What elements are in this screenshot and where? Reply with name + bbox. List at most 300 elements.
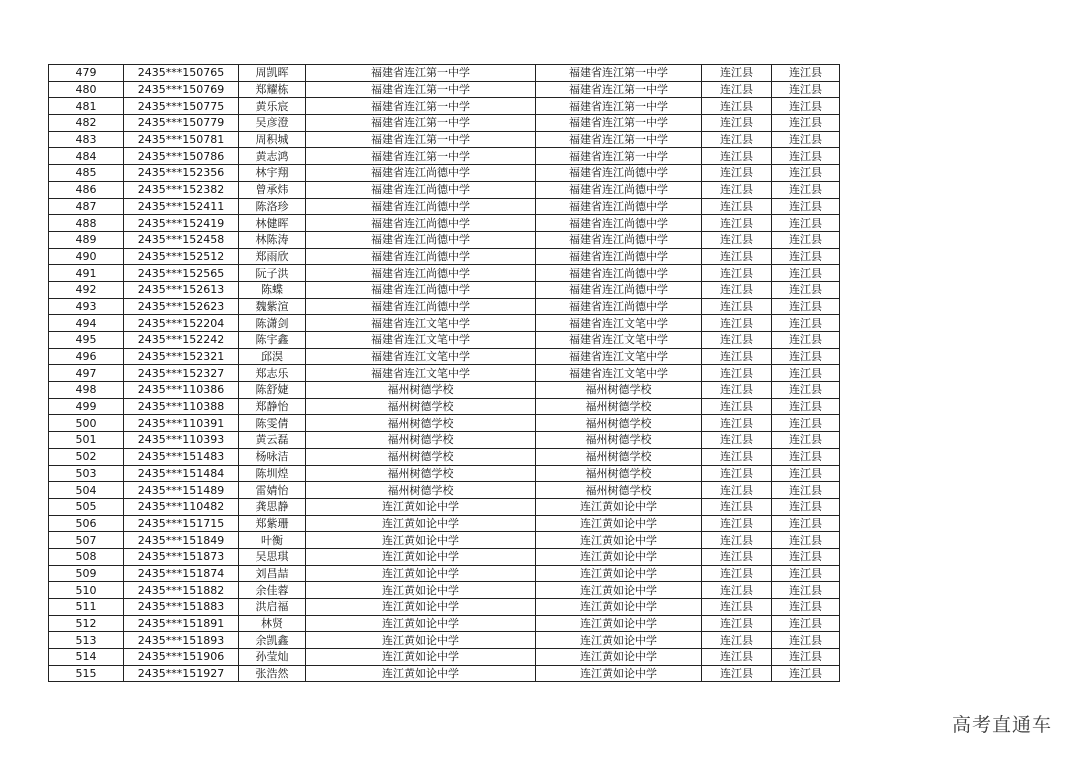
school-cell: 连江黄如论中学 bbox=[536, 632, 702, 649]
school-cell: 连江黄如论中学 bbox=[306, 665, 536, 682]
county-cell: 连江县 bbox=[772, 315, 840, 332]
student-name-cell: 杨咏洁 bbox=[239, 448, 306, 465]
school-cell: 福州树德学校 bbox=[536, 432, 702, 449]
table-row bbox=[49, 332, 840, 349]
row-number-cell: 494 bbox=[49, 315, 124, 332]
school-cell: 福建省连江尚德中学 bbox=[536, 215, 702, 232]
table-row bbox=[49, 298, 840, 315]
school-cell: 连江黄如论中学 bbox=[536, 582, 702, 599]
county-cell: 连江县 bbox=[702, 315, 772, 332]
exam-id-cell: 2435***151891 bbox=[124, 615, 239, 632]
table-row bbox=[49, 81, 840, 98]
student-name-cell: 黄志鸿 bbox=[239, 148, 306, 165]
county-cell: 连江县 bbox=[772, 565, 840, 582]
table-row bbox=[49, 482, 840, 499]
exam-id-cell: 2435***152623 bbox=[124, 298, 239, 315]
exam-id-cell: 2435***151489 bbox=[124, 482, 239, 499]
row-number-cell: 506 bbox=[49, 515, 124, 532]
county-cell: 连江县 bbox=[772, 432, 840, 449]
school-cell: 连江黄如论中学 bbox=[536, 615, 702, 632]
student-name-cell: 郑雨欣 bbox=[239, 248, 306, 265]
county-cell: 连江县 bbox=[702, 248, 772, 265]
county-cell: 连江县 bbox=[772, 382, 840, 399]
county-cell: 连江县 bbox=[772, 215, 840, 232]
county-cell: 连江县 bbox=[772, 65, 840, 82]
table-row bbox=[49, 215, 840, 232]
student-name-cell: 陈潇剑 bbox=[239, 315, 306, 332]
row-number-cell: 505 bbox=[49, 498, 124, 515]
student-name-cell: 叶衡 bbox=[239, 532, 306, 549]
row-number-cell: 502 bbox=[49, 448, 124, 465]
county-cell: 连江县 bbox=[772, 649, 840, 666]
table-row bbox=[49, 315, 840, 332]
exam-id-cell: 2435***151873 bbox=[124, 548, 239, 565]
exam-id-cell: 2435***151893 bbox=[124, 632, 239, 649]
county-cell: 连江县 bbox=[772, 332, 840, 349]
county-cell: 连江县 bbox=[702, 65, 772, 82]
student-name-cell: 余佳蓉 bbox=[239, 582, 306, 599]
county-cell: 连江县 bbox=[702, 165, 772, 182]
row-number-cell: 501 bbox=[49, 432, 124, 449]
exam-id-cell: 2435***110391 bbox=[124, 415, 239, 432]
table-row bbox=[49, 115, 840, 132]
county-cell: 连江县 bbox=[702, 498, 772, 515]
table-row bbox=[49, 632, 840, 649]
table-row bbox=[49, 649, 840, 666]
exam-id-cell: 2435***151883 bbox=[124, 599, 239, 616]
school-cell: 福建省连江第一中学 bbox=[536, 98, 702, 115]
exam-id-cell: 2435***152382 bbox=[124, 181, 239, 198]
school-cell: 福建省连江第一中学 bbox=[306, 65, 536, 82]
student-name-cell: 林贤 bbox=[239, 615, 306, 632]
row-number-cell: 479 bbox=[49, 65, 124, 82]
school-cell: 福建省连江第一中学 bbox=[536, 81, 702, 98]
county-cell: 连江县 bbox=[702, 548, 772, 565]
exam-id-cell: 2435***151882 bbox=[124, 582, 239, 599]
student-name-cell: 黄乐宸 bbox=[239, 98, 306, 115]
school-cell: 福建省连江第一中学 bbox=[536, 65, 702, 82]
school-cell: 连江黄如论中学 bbox=[306, 582, 536, 599]
exam-id-cell: 2435***152458 bbox=[124, 231, 239, 248]
county-cell: 连江县 bbox=[772, 231, 840, 248]
roster-table bbox=[48, 64, 840, 682]
table-row bbox=[49, 515, 840, 532]
row-number-cell: 503 bbox=[49, 465, 124, 482]
school-cell: 福建省连江第一中学 bbox=[306, 148, 536, 165]
school-cell: 福州树德学校 bbox=[306, 482, 536, 499]
school-cell: 福建省连江文笔中学 bbox=[536, 315, 702, 332]
exam-id-cell: 2435***152411 bbox=[124, 198, 239, 215]
county-cell: 连江县 bbox=[772, 365, 840, 382]
table-row bbox=[49, 398, 840, 415]
school-cell: 福建省连江尚德中学 bbox=[536, 198, 702, 215]
student-name-cell: 周凯晖 bbox=[239, 65, 306, 82]
county-cell: 连江县 bbox=[772, 165, 840, 182]
county-cell: 连江县 bbox=[772, 548, 840, 565]
row-number-cell: 509 bbox=[49, 565, 124, 582]
table-row bbox=[49, 532, 840, 549]
county-cell: 连江县 bbox=[702, 382, 772, 399]
table-row bbox=[49, 365, 840, 382]
student-name-cell: 陈洛珍 bbox=[239, 198, 306, 215]
school-cell: 福建省连江尚德中学 bbox=[536, 298, 702, 315]
school-cell: 福建省连江第一中学 bbox=[536, 115, 702, 132]
row-number-cell: 497 bbox=[49, 365, 124, 382]
school-cell: 连江黄如论中学 bbox=[536, 515, 702, 532]
county-cell: 连江县 bbox=[702, 432, 772, 449]
row-number-cell: 491 bbox=[49, 265, 124, 282]
school-cell: 福建省连江尚德中学 bbox=[306, 181, 536, 198]
student-name-cell: 陈宇鑫 bbox=[239, 332, 306, 349]
county-cell: 连江县 bbox=[772, 448, 840, 465]
exam-id-cell: 2435***150765 bbox=[124, 65, 239, 82]
school-cell: 连江黄如论中学 bbox=[306, 615, 536, 632]
county-cell: 连江县 bbox=[702, 365, 772, 382]
student-name-cell: 吴彦澄 bbox=[239, 115, 306, 132]
row-number-cell: 515 bbox=[49, 665, 124, 682]
row-number-cell: 508 bbox=[49, 548, 124, 565]
roster-sheet bbox=[48, 64, 840, 682]
school-cell: 福建省连江尚德中学 bbox=[306, 265, 536, 282]
row-number-cell: 511 bbox=[49, 599, 124, 616]
student-name-cell: 陈雯倩 bbox=[239, 415, 306, 432]
row-number-cell: 488 bbox=[49, 215, 124, 232]
exam-id-cell: 2435***151849 bbox=[124, 532, 239, 549]
county-cell: 连江县 bbox=[702, 515, 772, 532]
county-cell: 连江县 bbox=[772, 148, 840, 165]
school-cell: 福建省连江第一中学 bbox=[536, 131, 702, 148]
county-cell: 连江县 bbox=[772, 532, 840, 549]
exam-id-cell: 2435***150779 bbox=[124, 115, 239, 132]
school-cell: 福建省连江文笔中学 bbox=[536, 348, 702, 365]
county-cell: 连江县 bbox=[702, 532, 772, 549]
student-name-cell: 郑静怡 bbox=[239, 398, 306, 415]
school-cell: 福州树德学校 bbox=[306, 382, 536, 399]
student-name-cell: 陈舒婕 bbox=[239, 382, 306, 399]
row-number-cell: 483 bbox=[49, 131, 124, 148]
county-cell: 连江县 bbox=[702, 348, 772, 365]
county-cell: 连江县 bbox=[772, 265, 840, 282]
table-row bbox=[49, 465, 840, 482]
county-cell: 连江县 bbox=[702, 265, 772, 282]
county-cell: 连江县 bbox=[702, 665, 772, 682]
exam-id-cell: 2435***150769 bbox=[124, 81, 239, 98]
school-cell: 连江黄如论中学 bbox=[536, 665, 702, 682]
school-cell: 连江黄如论中学 bbox=[536, 599, 702, 616]
school-cell: 福建省连江尚德中学 bbox=[306, 215, 536, 232]
table-row bbox=[49, 98, 840, 115]
county-cell: 连江县 bbox=[702, 131, 772, 148]
row-number-cell: 504 bbox=[49, 482, 124, 499]
county-cell: 连江县 bbox=[702, 231, 772, 248]
school-cell: 福州树德学校 bbox=[306, 448, 536, 465]
county-cell: 连江县 bbox=[772, 298, 840, 315]
county-cell: 连江县 bbox=[702, 98, 772, 115]
student-name-cell: 陈圳煌 bbox=[239, 465, 306, 482]
row-number-cell: 489 bbox=[49, 231, 124, 248]
watermark: 高考直通车 bbox=[951, 714, 1052, 736]
student-name-cell: 曾承炜 bbox=[239, 181, 306, 198]
table-row bbox=[49, 599, 840, 616]
county-cell: 连江县 bbox=[772, 482, 840, 499]
school-cell: 福建省连江第一中学 bbox=[306, 81, 536, 98]
county-cell: 连江县 bbox=[702, 465, 772, 482]
row-number-cell: 500 bbox=[49, 415, 124, 432]
student-name-cell: 余凯鑫 bbox=[239, 632, 306, 649]
county-cell: 连江县 bbox=[772, 281, 840, 298]
table-row bbox=[49, 548, 840, 565]
exam-id-cell: 2435***110386 bbox=[124, 382, 239, 399]
row-number-cell: 490 bbox=[49, 248, 124, 265]
school-cell: 福建省连江尚德中学 bbox=[306, 248, 536, 265]
row-number-cell: 485 bbox=[49, 165, 124, 182]
roster-body bbox=[49, 65, 840, 682]
exam-id-cell: 2435***151927 bbox=[124, 665, 239, 682]
student-name-cell: 阮子洪 bbox=[239, 265, 306, 282]
table-row bbox=[49, 65, 840, 82]
school-cell: 福建省连江文笔中学 bbox=[536, 365, 702, 382]
school-cell: 连江黄如论中学 bbox=[306, 632, 536, 649]
exam-id-cell: 2435***110393 bbox=[124, 432, 239, 449]
student-name-cell: 刘昌喆 bbox=[239, 565, 306, 582]
table-row bbox=[49, 281, 840, 298]
county-cell: 连江县 bbox=[772, 98, 840, 115]
school-cell: 连江黄如论中学 bbox=[306, 515, 536, 532]
row-number-cell: 482 bbox=[49, 115, 124, 132]
school-cell: 连江黄如论中学 bbox=[306, 532, 536, 549]
county-cell: 连江县 bbox=[702, 582, 772, 599]
row-number-cell: 499 bbox=[49, 398, 124, 415]
student-name-cell: 郑紫珊 bbox=[239, 515, 306, 532]
school-cell: 福建省连江尚德中学 bbox=[536, 248, 702, 265]
student-name-cell: 林陈涛 bbox=[239, 231, 306, 248]
exam-id-cell: 2435***151484 bbox=[124, 465, 239, 482]
exam-id-cell: 2435***151483 bbox=[124, 448, 239, 465]
table-row bbox=[49, 382, 840, 399]
county-cell: 连江县 bbox=[702, 198, 772, 215]
county-cell: 连江县 bbox=[702, 599, 772, 616]
school-cell: 福建省连江尚德中学 bbox=[306, 165, 536, 182]
table-row bbox=[49, 265, 840, 282]
exam-id-cell: 2435***152613 bbox=[124, 281, 239, 298]
school-cell: 福建省连江文笔中学 bbox=[306, 348, 536, 365]
row-number-cell: 513 bbox=[49, 632, 124, 649]
school-cell: 福建省连江文笔中学 bbox=[306, 332, 536, 349]
table-row bbox=[49, 231, 840, 248]
student-name-cell: 陈蝶 bbox=[239, 281, 306, 298]
county-cell: 连江县 bbox=[702, 281, 772, 298]
school-cell: 福建省连江尚德中学 bbox=[306, 198, 536, 215]
student-name-cell: 洪启福 bbox=[239, 599, 306, 616]
school-cell: 连江黄如论中学 bbox=[306, 548, 536, 565]
student-name-cell: 林健晖 bbox=[239, 215, 306, 232]
school-cell: 福建省连江第一中学 bbox=[536, 148, 702, 165]
school-cell: 福州树德学校 bbox=[536, 448, 702, 465]
table-row bbox=[49, 615, 840, 632]
student-name-cell: 孙莹灿 bbox=[239, 649, 306, 666]
county-cell: 连江县 bbox=[772, 615, 840, 632]
school-cell: 福州树德学校 bbox=[306, 432, 536, 449]
exam-id-cell: 2435***152419 bbox=[124, 215, 239, 232]
student-name-cell: 魏紫渲 bbox=[239, 298, 306, 315]
school-cell: 连江黄如论中学 bbox=[306, 498, 536, 515]
school-cell: 福建省连江尚德中学 bbox=[306, 281, 536, 298]
county-cell: 连江县 bbox=[772, 465, 840, 482]
school-cell: 连江黄如论中学 bbox=[536, 498, 702, 515]
table-row bbox=[49, 181, 840, 198]
row-number-cell: 496 bbox=[49, 348, 124, 365]
school-cell: 连江黄如论中学 bbox=[536, 548, 702, 565]
row-number-cell: 484 bbox=[49, 148, 124, 165]
school-cell: 福建省连江尚德中学 bbox=[536, 265, 702, 282]
student-name-cell: 吴思琪 bbox=[239, 548, 306, 565]
county-cell: 连江县 bbox=[772, 198, 840, 215]
exam-id-cell: 2435***152321 bbox=[124, 348, 239, 365]
school-cell: 福建省连江文笔中学 bbox=[306, 365, 536, 382]
school-cell: 福建省连江文笔中学 bbox=[306, 315, 536, 332]
school-cell: 福建省连江文笔中学 bbox=[536, 332, 702, 349]
table-row bbox=[49, 131, 840, 148]
student-name-cell: 郑志乐 bbox=[239, 365, 306, 382]
row-number-cell: 480 bbox=[49, 81, 124, 98]
school-cell: 连江黄如论中学 bbox=[306, 565, 536, 582]
student-name-cell: 张浩然 bbox=[239, 665, 306, 682]
school-cell: 福州树德学校 bbox=[306, 415, 536, 432]
table-row bbox=[49, 582, 840, 599]
exam-id-cell: 2435***152204 bbox=[124, 315, 239, 332]
county-cell: 连江县 bbox=[702, 415, 772, 432]
county-cell: 连江县 bbox=[702, 482, 772, 499]
row-number-cell: 495 bbox=[49, 332, 124, 349]
county-cell: 连江县 bbox=[702, 148, 772, 165]
table-row bbox=[49, 165, 840, 182]
school-cell: 福建省连江尚德中学 bbox=[536, 231, 702, 248]
school-cell: 福州树德学校 bbox=[306, 465, 536, 482]
row-number-cell: 514 bbox=[49, 649, 124, 666]
exam-id-cell: 2435***151715 bbox=[124, 515, 239, 532]
county-cell: 连江县 bbox=[772, 115, 840, 132]
row-number-cell: 498 bbox=[49, 382, 124, 399]
county-cell: 连江县 bbox=[772, 415, 840, 432]
school-cell: 福建省连江第一中学 bbox=[306, 115, 536, 132]
exam-id-cell: 2435***152356 bbox=[124, 165, 239, 182]
county-cell: 连江县 bbox=[772, 348, 840, 365]
school-cell: 福州树德学校 bbox=[536, 382, 702, 399]
student-name-cell: 周积城 bbox=[239, 131, 306, 148]
table-row bbox=[49, 498, 840, 515]
exam-id-cell: 2435***151906 bbox=[124, 649, 239, 666]
table-row bbox=[49, 198, 840, 215]
county-cell: 连江县 bbox=[772, 248, 840, 265]
student-name-cell: 邱淏 bbox=[239, 348, 306, 365]
row-number-cell: 510 bbox=[49, 582, 124, 599]
school-cell: 福州树德学校 bbox=[536, 465, 702, 482]
county-cell: 连江县 bbox=[702, 81, 772, 98]
county-cell: 连江县 bbox=[772, 81, 840, 98]
exam-id-cell: 2435***152242 bbox=[124, 332, 239, 349]
school-cell: 连江黄如论中学 bbox=[306, 599, 536, 616]
exam-id-cell: 2435***150786 bbox=[124, 148, 239, 165]
table-row bbox=[49, 148, 840, 165]
county-cell: 连江县 bbox=[702, 115, 772, 132]
row-number-cell: 493 bbox=[49, 298, 124, 315]
exam-id-cell: 2435***150775 bbox=[124, 98, 239, 115]
row-number-cell: 486 bbox=[49, 181, 124, 198]
county-cell: 连江县 bbox=[772, 582, 840, 599]
exam-id-cell: 2435***110388 bbox=[124, 398, 239, 415]
row-number-cell: 512 bbox=[49, 615, 124, 632]
exam-id-cell: 2435***110482 bbox=[124, 498, 239, 515]
county-cell: 连江县 bbox=[702, 565, 772, 582]
student-name-cell: 雷婧怡 bbox=[239, 482, 306, 499]
county-cell: 连江县 bbox=[772, 665, 840, 682]
school-cell: 连江黄如论中学 bbox=[306, 649, 536, 666]
table-row bbox=[49, 415, 840, 432]
row-number-cell: 487 bbox=[49, 198, 124, 215]
school-cell: 福州树德学校 bbox=[306, 398, 536, 415]
school-cell: 福州树德学校 bbox=[536, 482, 702, 499]
county-cell: 连江县 bbox=[772, 515, 840, 532]
row-number-cell: 507 bbox=[49, 532, 124, 549]
student-name-cell: 黄云磊 bbox=[239, 432, 306, 449]
county-cell: 连江县 bbox=[702, 181, 772, 198]
exam-id-cell: 2435***152327 bbox=[124, 365, 239, 382]
county-cell: 连江县 bbox=[702, 632, 772, 649]
table-row bbox=[49, 432, 840, 449]
county-cell: 连江县 bbox=[772, 131, 840, 148]
county-cell: 连江县 bbox=[772, 398, 840, 415]
county-cell: 连江县 bbox=[702, 398, 772, 415]
school-cell: 福建省连江尚德中学 bbox=[536, 181, 702, 198]
table-row bbox=[49, 448, 840, 465]
school-cell: 福建省连江尚德中学 bbox=[306, 298, 536, 315]
exam-id-cell: 2435***151874 bbox=[124, 565, 239, 582]
student-name-cell: 龚思静 bbox=[239, 498, 306, 515]
student-name-cell: 林宇翔 bbox=[239, 165, 306, 182]
county-cell: 连江县 bbox=[772, 498, 840, 515]
school-cell: 福建省连江尚德中学 bbox=[306, 231, 536, 248]
table-row bbox=[49, 348, 840, 365]
student-name-cell: 郑耀栋 bbox=[239, 81, 306, 98]
row-number-cell: 481 bbox=[49, 98, 124, 115]
exam-id-cell: 2435***152565 bbox=[124, 265, 239, 282]
county-cell: 连江县 bbox=[772, 632, 840, 649]
school-cell: 福建省连江尚德中学 bbox=[536, 165, 702, 182]
school-cell: 连江黄如论中学 bbox=[536, 649, 702, 666]
county-cell: 连江县 bbox=[772, 599, 840, 616]
row-number-cell: 492 bbox=[49, 281, 124, 298]
exam-id-cell: 2435***152512 bbox=[124, 248, 239, 265]
county-cell: 连江县 bbox=[772, 181, 840, 198]
exam-id-cell: 2435***150781 bbox=[124, 131, 239, 148]
school-cell: 福州树德学校 bbox=[536, 415, 702, 432]
table-row bbox=[49, 665, 840, 682]
school-cell: 福建省连江尚德中学 bbox=[536, 281, 702, 298]
county-cell: 连江县 bbox=[702, 298, 772, 315]
school-cell: 福州树德学校 bbox=[536, 398, 702, 415]
school-cell: 福建省连江第一中学 bbox=[306, 131, 536, 148]
school-cell: 连江黄如论中学 bbox=[536, 532, 702, 549]
table-row bbox=[49, 565, 840, 582]
county-cell: 连江县 bbox=[702, 448, 772, 465]
school-cell: 连江黄如论中学 bbox=[536, 565, 702, 582]
county-cell: 连江县 bbox=[702, 615, 772, 632]
county-cell: 连江县 bbox=[702, 215, 772, 232]
county-cell: 连江县 bbox=[702, 649, 772, 666]
county-cell: 连江县 bbox=[702, 332, 772, 349]
school-cell: 福建省连江第一中学 bbox=[306, 98, 536, 115]
table-row bbox=[49, 248, 840, 265]
